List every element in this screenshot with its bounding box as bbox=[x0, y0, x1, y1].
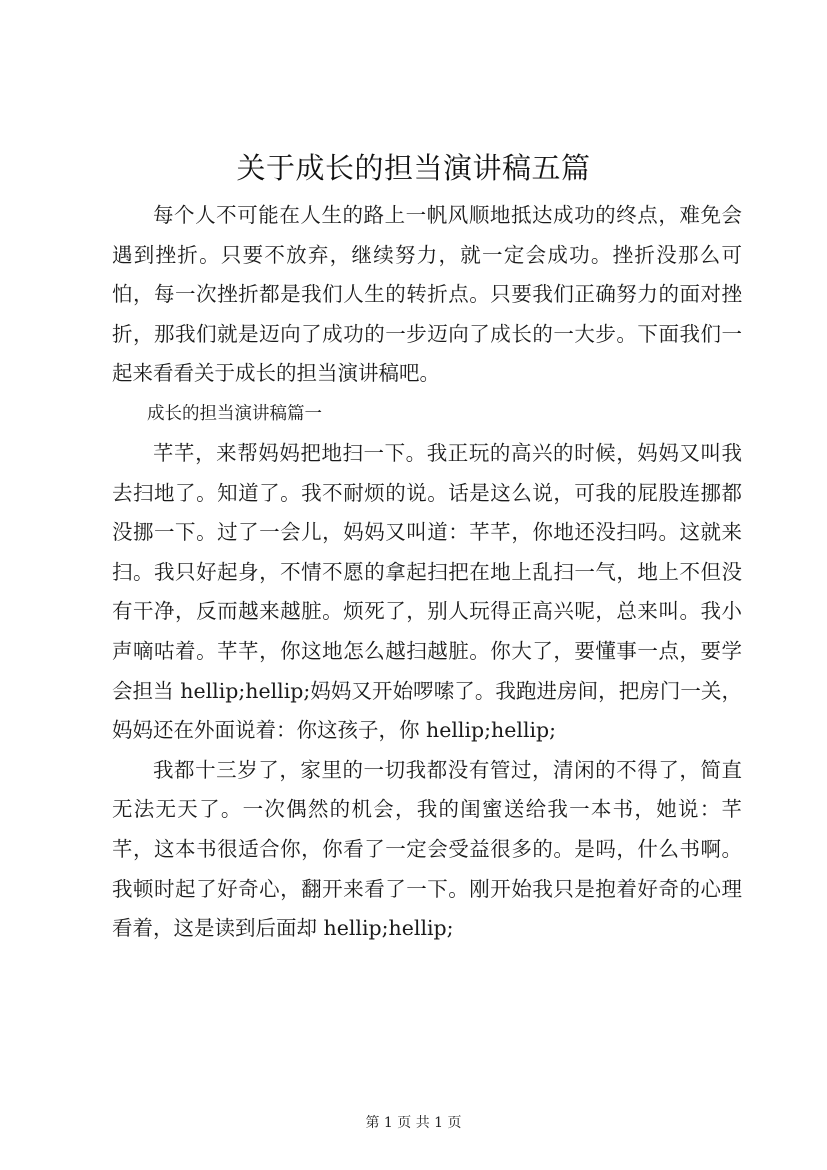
paragraph-intro: 每个人不可能在人生的路上一帆风顺地抵达成功的终点，难免会遇到挫折。只要不放弃，继续努力，就一定会成功。挫折没那么可怕，每一次挫折都是我们人生的转折点。只要我们正确努力的面对挫折，那我们就是迈向了成功的一步迈向了成长的一大步。下面我们一起来看看关于成长的担当演讲稿吧。 bbox=[112, 203, 742, 386]
document-title: 关于成长的担当演讲稿五篇 bbox=[236, 151, 591, 185]
document-body bbox=[112, 196, 742, 949]
page-footer: 第 1 页 共 1 页 bbox=[365, 1115, 462, 1131]
section-heading: 成长的担当演讲稿篇一 bbox=[147, 403, 322, 424]
paragraph-1: 芊芊，来帮妈妈把地扫一下。我正玩的高兴的时候，妈妈又叫我去扫地了。知道了。我不耐烦的说。话是这么说，可我的屁股连挪都没挪一下。过了一会儿，妈妈又叫道：芊芊，你地还没扫吗。这就来扫。我只好起身，不情不愿的拿起扫把在地上乱扫一气，地上不但没有干净，反而越来越脏。烦死了，别人玩得正高兴呢，总来叫。我小声嘀咕着。芊芊，你这地怎么越扫越脏。你大了，要懂事一点，要学会担当 hellip;hellip;妈妈又开始啰嗦了。我跑进房间，把房门一关，妈妈还在外面说着：你这孩子，你 hellip;hellip; bbox=[112, 440, 742, 743]
paragraph-2: 我都十三岁了，家里的一切我都没有管过，清闲的不得了，简直无法无天了。一次偶然的机会，我的闺蜜送给我一本书，她说：芊芊，这本书很适合你，你看了一定会受益很多的。是吗，什么书啊。我顿时起了好奇心，翻开来看了一下。刚开始我只是抱着好奇的心理看着，这是读到后面却 hellip;hellip; bbox=[112, 757, 742, 941]
